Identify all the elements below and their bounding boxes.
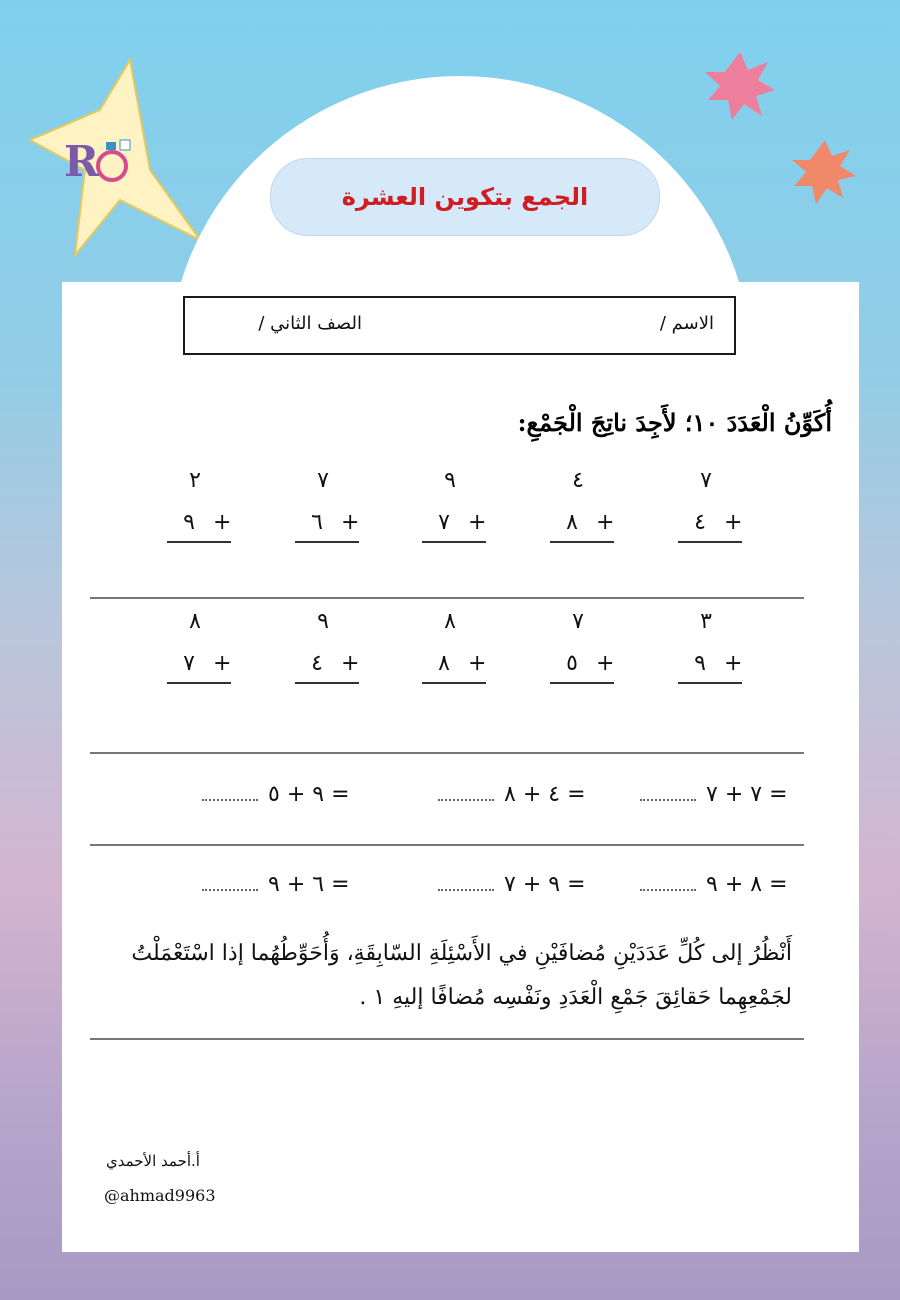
answer-blank[interactable] xyxy=(438,789,494,801)
answer-line xyxy=(295,682,359,684)
equation-text: ٤ + ٨ = xyxy=(504,782,586,807)
addend-bottom: ٨ xyxy=(566,510,578,535)
answer-blank[interactable] xyxy=(438,879,494,891)
name-label: الاسم / xyxy=(659,313,714,334)
pink-star-icon xyxy=(705,52,775,120)
equation-text: ٦ + ٩ = xyxy=(268,872,350,897)
plus-sign: + xyxy=(341,510,360,535)
answer-line xyxy=(167,541,231,543)
equation xyxy=(202,872,350,897)
orange-star-icon xyxy=(792,140,856,204)
section-divider xyxy=(90,752,804,754)
instruction-heading: أُكَوِّنُ الْعَدَدَ ١٠؛ لأَجِدَ ناتِجَ الْجَمْعِ: xyxy=(517,408,832,437)
equation xyxy=(202,782,350,807)
vertical-problem xyxy=(167,609,231,709)
answer-blank[interactable] xyxy=(640,789,696,801)
addend-bottom: ٤ xyxy=(311,651,323,676)
answer-line xyxy=(295,541,359,543)
logo xyxy=(62,132,142,192)
addend-top: ٢ xyxy=(189,468,201,493)
plus-sign: + xyxy=(596,651,615,676)
addend-bottom: ٤ xyxy=(694,510,706,535)
addend-top: ٨ xyxy=(189,609,201,634)
addend-bottom: ٦ xyxy=(311,510,323,535)
plus-sign: + xyxy=(213,510,232,535)
plus-sign: + xyxy=(468,651,487,676)
instruction-note: أَنْظُرُ إلى كُلِّ عَدَدَيْنِ مُضافَيْنِ في الأَسْئِلَةِ السّابِقَةِ، وَأُحَوِّطُهُما إذا اسْتَعْمَلْتُ لجَمْعِهِما حَقائِقَ جَمْعِ الْعَدَدِ ونَفْسِه مُضافًا إليهِ ١ . xyxy=(131,941,792,1010)
vertical-problem xyxy=(550,609,614,709)
answer-line xyxy=(550,541,614,543)
addend-bottom: ٥ xyxy=(566,651,578,676)
addend-top: ٧ xyxy=(700,468,712,493)
addend-top: ٩ xyxy=(317,609,329,634)
equation-text: ٩ + ٧ = xyxy=(504,872,586,897)
equation-text: ٨ + ٩ = xyxy=(706,872,788,897)
equation xyxy=(640,782,788,807)
plus-sign: + xyxy=(724,651,743,676)
addend-top: ٧ xyxy=(572,609,584,634)
answer-line xyxy=(422,682,486,684)
section-divider xyxy=(90,597,804,599)
vertical-problem xyxy=(422,468,486,568)
svg-text:R: R xyxy=(64,137,99,186)
answer-line xyxy=(678,682,742,684)
author-handle: @ahmad9963 xyxy=(104,1186,216,1205)
addend-bottom: ٩ xyxy=(694,651,706,676)
section-divider xyxy=(90,844,804,846)
answer-blank[interactable] xyxy=(640,879,696,891)
vertical-problem xyxy=(295,468,359,568)
vertical-problem xyxy=(550,468,614,568)
answer-line xyxy=(422,541,486,543)
vertical-problem xyxy=(678,609,742,709)
addend-top: ٧ xyxy=(317,468,329,493)
grade-label: الصف الثاني / xyxy=(258,313,362,334)
equation xyxy=(438,872,586,897)
page-title-text: الجمع بتكوين العشرة xyxy=(341,183,589,211)
vertical-problem xyxy=(167,468,231,568)
addend-bottom: ٧ xyxy=(438,510,450,535)
section-divider xyxy=(90,1038,804,1040)
plus-sign: + xyxy=(724,510,743,535)
addend-top: ٩ xyxy=(444,468,456,493)
addend-bottom: ٧ xyxy=(183,651,195,676)
vertical-problem xyxy=(295,609,359,709)
addend-top: ٨ xyxy=(444,609,456,634)
answer-line xyxy=(678,541,742,543)
student-info-box xyxy=(183,296,736,355)
equation xyxy=(438,782,586,807)
answer-line xyxy=(550,682,614,684)
addend-bottom: ٨ xyxy=(438,651,450,676)
addend-top: ٣ xyxy=(700,609,712,634)
answer-blank[interactable] xyxy=(202,879,258,891)
vertical-problem xyxy=(422,609,486,709)
vertical-problem xyxy=(678,468,742,568)
addend-top: ٤ xyxy=(572,468,584,493)
plus-sign: + xyxy=(213,651,232,676)
plus-sign: + xyxy=(596,510,615,535)
plus-sign: + xyxy=(468,510,487,535)
answer-blank[interactable] xyxy=(202,789,258,801)
page-title xyxy=(270,158,660,236)
addend-bottom: ٩ xyxy=(183,510,195,535)
plus-sign: + xyxy=(341,651,360,676)
answer-line xyxy=(167,682,231,684)
author-name: أ.أحمد الأحمدي xyxy=(106,1152,200,1170)
equation-text: ٩ + ٥ = xyxy=(268,782,350,807)
equation xyxy=(640,872,788,897)
equation-text: ٧ + ٧ = xyxy=(706,782,788,807)
